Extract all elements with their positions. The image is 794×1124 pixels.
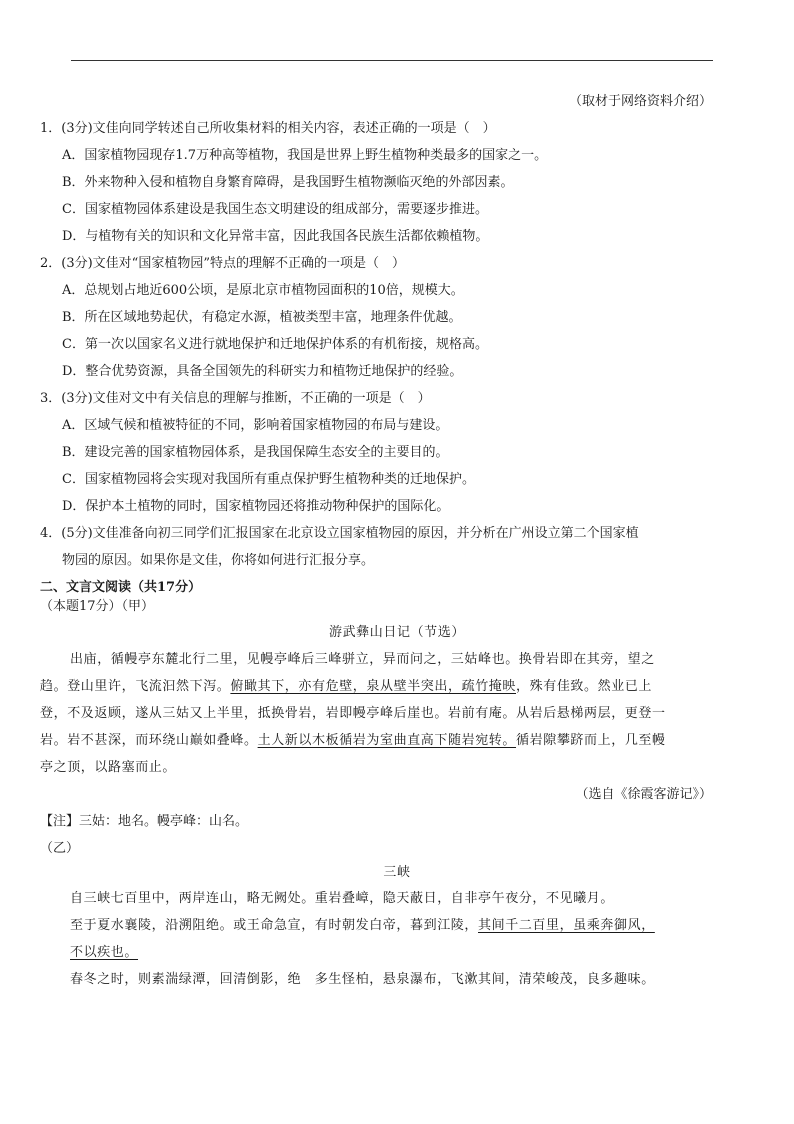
q2-option-a: A．总规划占地近600公顷，是原北京市植物园面积的10倍，规模大。 [62, 283, 464, 298]
source-note: （取材于网络资料介绍） [568, 94, 712, 109]
q3-option-a: A．区域气候和植被特征的不同，影响着国家植物园的布局与建设。 [62, 418, 449, 433]
q1-option-d: D．与植物有关的知识和文化异常丰富，因此我国各民族生活都依赖植物。 [62, 229, 489, 244]
jia-source: （选自《徐霞客游记》） [575, 787, 712, 802]
yi-line-3 [70, 944, 138, 962]
section-heading: 二、文言文阅读（共17分） [40, 580, 202, 595]
q1-stem: 1．(3分)文佳向同学转述自己所收集材料的相关内容，表述正确的一项是（ ） [40, 121, 496, 136]
jia-text: ，殊有佳致。然业已上 [516, 679, 653, 694]
q1-option-a: A．国家植物园现存1.7万种高等植物，我国是世界上野生植物种类最多的国家之一。 [62, 148, 548, 163]
yi-label: （乙） [40, 841, 80, 856]
q1-option-c: C．国家植物园体系建设是我国生态文明建设的组成部分，需要逐步推进。 [62, 202, 488, 217]
jia-line-1: 出庙，循幔亭东麓北行二里，见幔亭峰后三峰骈立，异而问之，三姑峰也。换骨岩即在其旁，望之 [70, 652, 655, 667]
q3-option-b: B．建设完善的国家植物园体系，是我国保障生态安全的主要目的。 [62, 445, 449, 460]
yi-title: 三峡 [383, 865, 411, 880]
jia-line-4 [40, 732, 666, 750]
q2-stem: 2．(3分)文佳对“国家植物园”特点的理解不正确的一项是（ ） [40, 256, 405, 271]
q2-option-d: D．整合优势资源，具备全国领先的科研实力和植物迁地保护的经验。 [62, 364, 463, 379]
section-subheading: （本题17分）（甲） [40, 599, 155, 614]
q4-line-1: 4．(5分)文佳准备向初三同学们汇报国家在北京设立国家植物园的原因，并分析在广州设立第二个国家植 [40, 526, 639, 541]
yi-line-4: 春冬之时，则素湍绿潭，回清倒影，绝 多生怪柏，悬泉瀑布，飞漱其间，清荣峻茂，良多趣味。 [70, 972, 655, 987]
q3-stem: 3．(3分)文佳对文中有关信息的理解与推断，不正确的一项是（ ） [40, 391, 431, 406]
jia-text: 岩。岩不甚深，而环绕山巅如叠峰。 [40, 733, 258, 748]
q2-option-b: B．所在区域地势起伏，有稳定水源，植被类型丰富，地理条件优越。 [62, 310, 462, 325]
top-rule [71, 60, 713, 61]
jia-text: 循岩隙攀跻而上，几至幔 [516, 733, 666, 748]
q3-option-c: C．国家植物园将会实现对我国所有重点保护野生植物种类的迁地保护。 [62, 472, 475, 487]
q2-option-c: C．第一次以国家名义进行就地保护和迁地保护体系的有机衔接，规格高。 [62, 337, 488, 352]
underlined-sentence: 土人新以木板循岩为室曲直高下随岩宛转。 [257, 733, 517, 748]
q4-line-2: 物园的原因。如果你是文佳，你将如何进行汇报分享。 [62, 553, 375, 568]
jia-text: 趋。登山里许，飞流汩然下泻。 [40, 679, 231, 694]
underlined-sentence: 其间千二百里，虽乘奔御风， [478, 918, 655, 933]
jia-title: 游武彝山日记（节选） [328, 625, 465, 640]
yi-line-1: 自三峡七百里中，两岸连山，略无阙处。重岩叠嶂，隐天蔽日，自非亭午夜分，不见曦月。 [70, 891, 615, 906]
jia-line-2 [40, 678, 652, 696]
jia-line-3: 登，不及返顾，遂从三姑又上半里，抵换骨岩，岩即幔亭峰后崖也。岩前有庵。从岩后悬梯两层，更登一 [40, 706, 666, 721]
yi-line-2 [70, 917, 655, 935]
q1-option-b: B．外来物种入侵和植物自身繁育障碍，是我国野生植物濒临灭绝的外部因素。 [62, 175, 514, 190]
jia-line-5: 亭之顶，以路塞而止。 [40, 760, 177, 775]
jia-note: 【注】三姑：地名。幔亭峰：山名。 [40, 814, 249, 829]
underlined-sentence: 俯瞰其下，亦有危壁，泉从壁半突出，疏竹掩映 [230, 679, 517, 694]
yi-text: 至于夏水襄陵，沿溯阻绝。或王命急宣，有时朝发白帝，暮到江陵， [70, 918, 479, 933]
q3-option-d: D．保护本土植物的同时，国家植物园还将推动物种保护的国际化。 [62, 499, 450, 514]
underlined-sentence: 不以疾也。 [70, 945, 139, 960]
